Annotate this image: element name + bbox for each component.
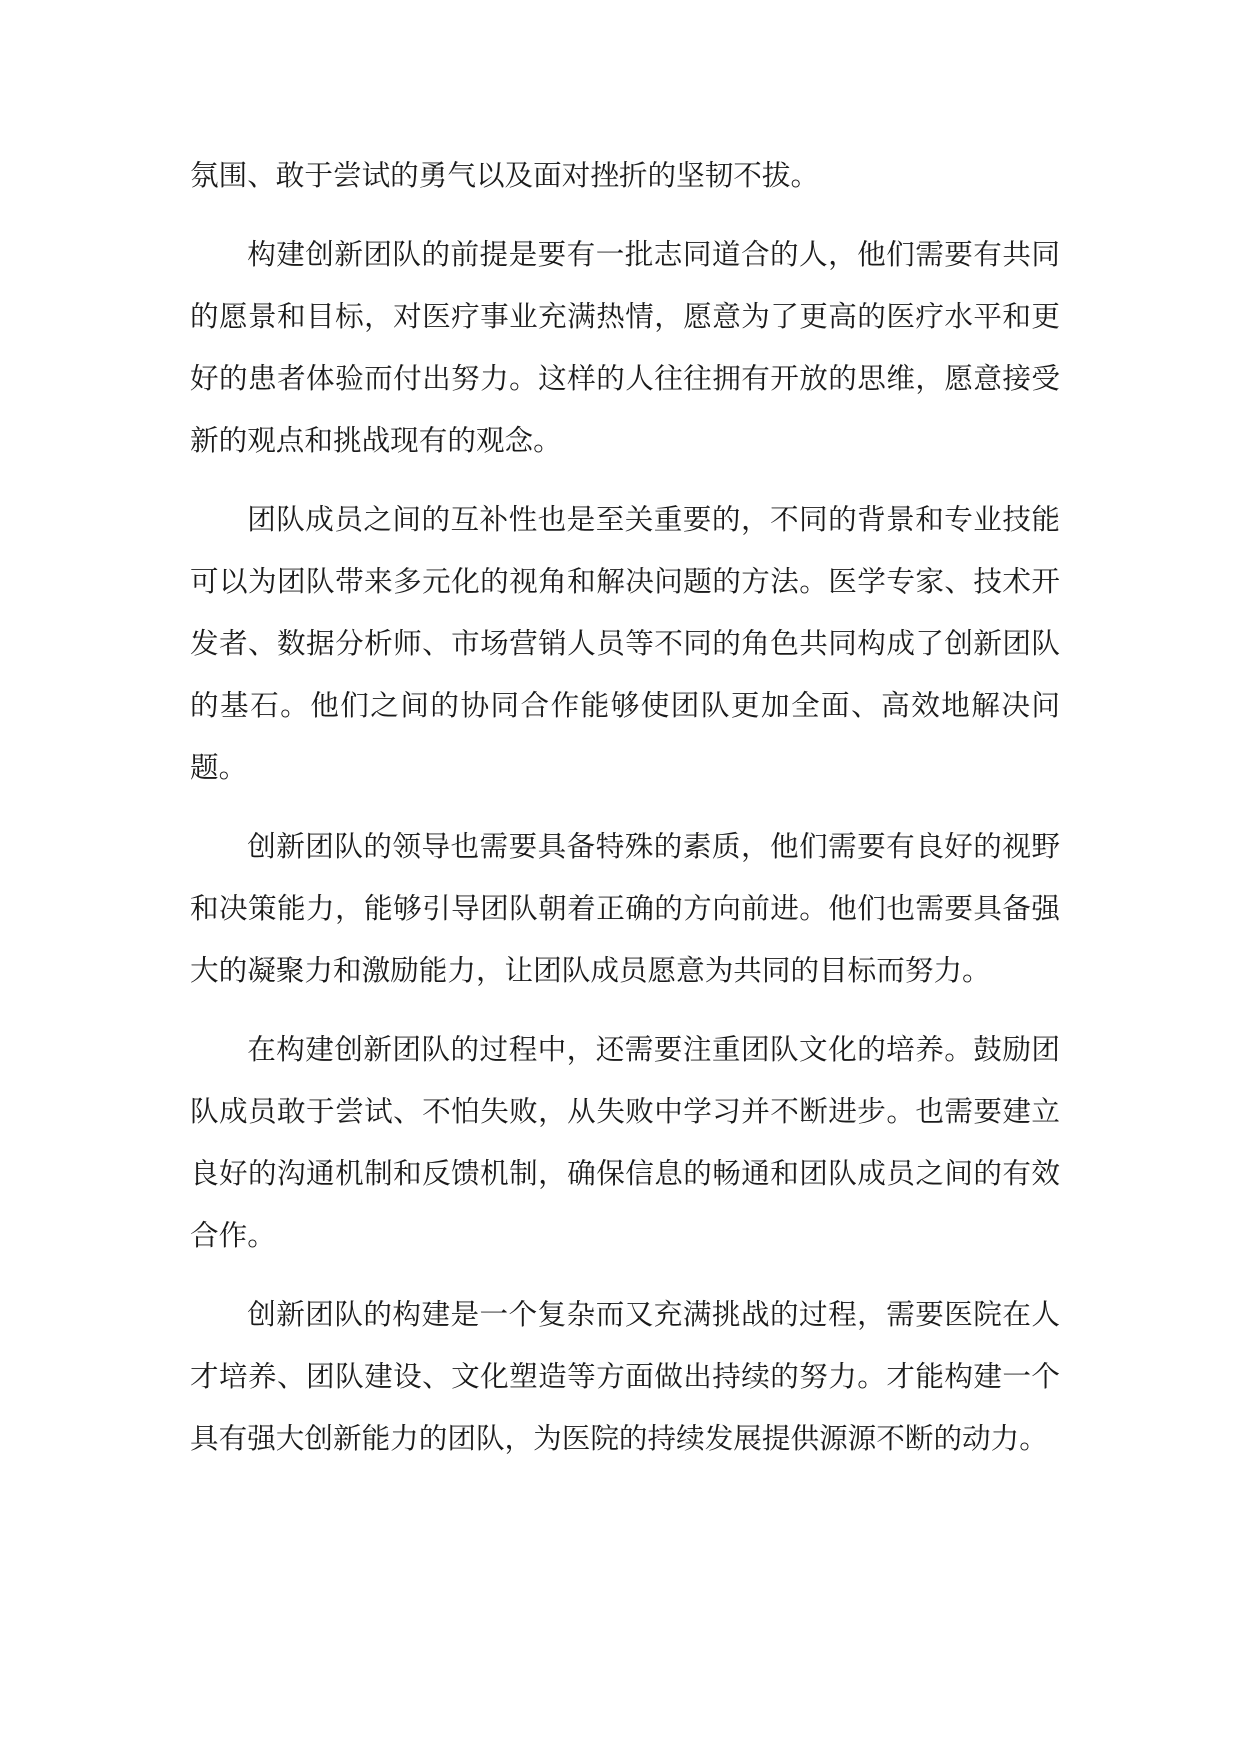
paragraph-complementarity: 团队成员之间的互补性也是至关重要的，不同的背景和专业技能可以为团队带来多元化的视角和解决问题的方法。医学专家、技术开发者、数据分析师、市场营销人员等不同的角色共同构成了创新团队的基石。他们之间的协同合作能够使团队更加全面、高效地解决问题。 — [190, 502, 1060, 784]
paragraph-conclusion: 创新团队的构建是一个复杂而又充满挑战的过程，需要医院在人才培养、团队建设、文化塑造等方面做出持续的努力。才能构建一个具有强大创新能力的团队，为医院的持续发展提供源源不断的动力。 — [190, 1297, 1060, 1455]
paragraph-leadership: 创新团队的领导也需要具备特殊的素质，他们需要有良好的视野和决策能力，能够引导团队朝着正确的方向前进。他们也需要具备强大的凝聚力和激励能力，让团队成员愿意为共同的目标而努力。 — [190, 829, 1060, 987]
paragraph-continuation: 氛围、敢于尝试的勇气以及面对挫折的坚韧不拔。 — [190, 158, 820, 192]
paragraph-team-culture: 在构建创新团队的过程中，还需要注重团队文化的培养。鼓励团队成员敢于尝试、不怕失败，从失败中学习并不断进步。也需要建立良好的沟通机制和反馈机制，确保信息的畅通和团队成员之间的有效合作。 — [190, 1032, 1060, 1252]
paragraph-team-members: 构建创新团队的前提是要有一批志同道合的人，他们需要有共同的愿景和目标，对医疗事业充满热情，愿意为了更高的医疗水平和更好的患者体验而付出努力。这样的人往往拥有开放的思维，愿意接受新的观点和挑战现有的观念。 — [190, 237, 1060, 457]
document-body — [190, 144, 1060, 1486]
